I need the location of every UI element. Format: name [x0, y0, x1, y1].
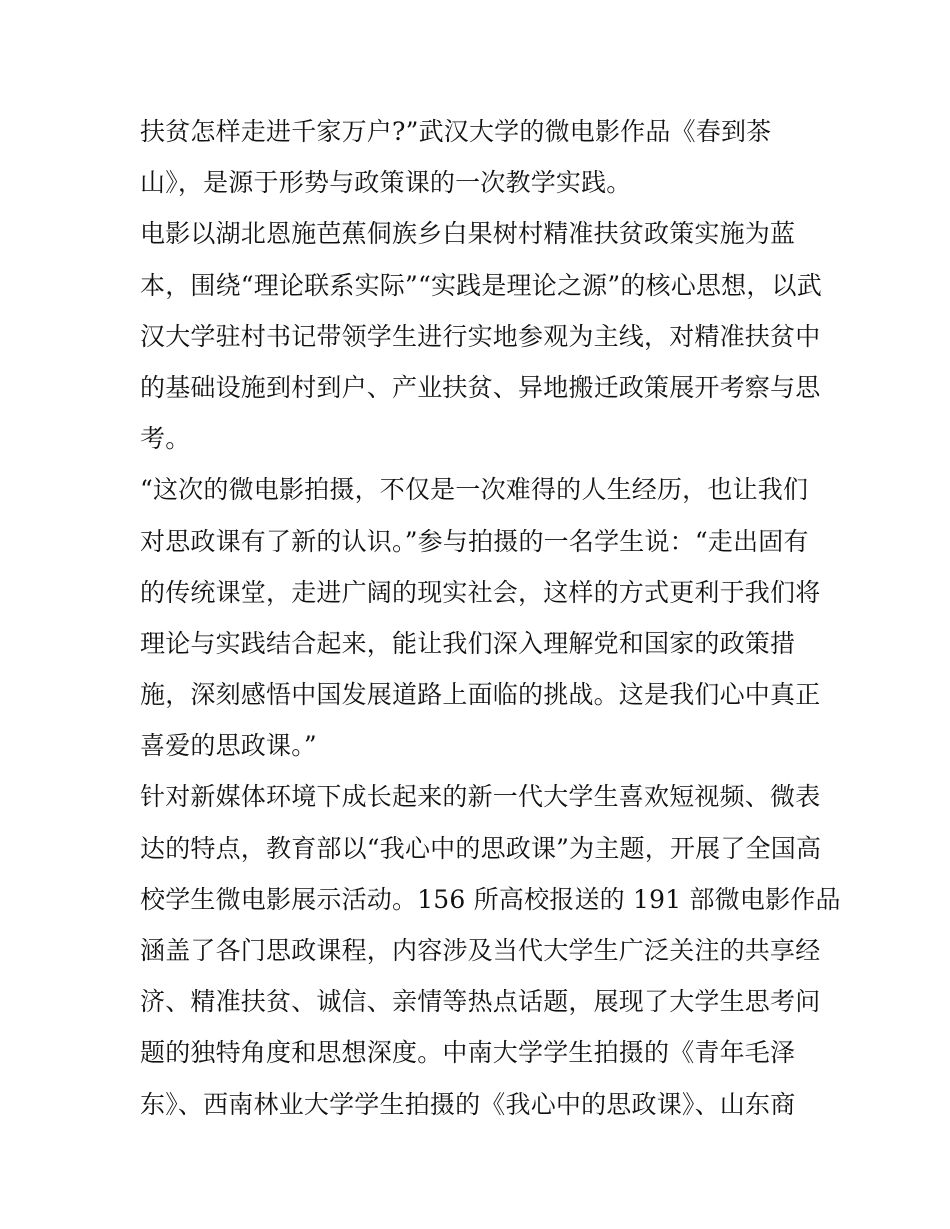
text-line: 的基础设施到村到户、产业扶贫、异地搬迁政策展开考察与思 [140, 372, 821, 402]
text-line: 东》、西南林业大学学生拍摄的《我心中的思政课》、山东商 [140, 1089, 796, 1119]
text-line: 的传统课堂，走进广阔的现实社会，这样的方式更利于我们将 [140, 577, 821, 607]
text-line: 对思政课有了新的认识。”参与拍摄的一名学生说：“走出固有 [140, 526, 809, 556]
text-line: “这次的微电影拍摄，不仅是一次难得的人生经历，也让我们 [140, 475, 809, 505]
text-line: 施，深刻感悟中国发展道路上面临的挑战。这是我们心中真正 [140, 680, 821, 710]
paragraph-1 [140, 106, 820, 208]
text-line: 校学生微电影展示活动。156 所高校报送的 191 部微电影作品 [140, 884, 841, 914]
text-line: 电影以湖北恩施芭蕉侗族乡白果树村精准扶贫政策实施为蓝 [140, 219, 796, 249]
text-line: 达的特点，教育部以“我心中的思政课”为主题，开展了全国高 [140, 833, 822, 863]
paragraph-4 [140, 771, 841, 1129]
text-line: 济、精准扶贫、诚信、亲情等热点话题，展现了大学生思考问 [140, 987, 821, 1017]
text-line: 题的独特角度和思想深度。中南大学学生拍摄的《青年毛泽 [140, 1038, 796, 1068]
text-line: 扶贫怎样走进千家万户?”武汉大学的微电影作品《春到茶 [140, 117, 772, 146]
text-line: 考。 [140, 424, 191, 454]
text-line: 山》，是源于形势与政策课的一次教学实践。 [140, 168, 632, 198]
text-line: 本，围绕“理论联系实际”“实践是理论之源”的核心思想，以武 [140, 270, 822, 300]
text-line: 涵盖了各门思政课程，内容涉及当代大学生广泛关注的共享经 [140, 936, 821, 965]
text-line: 汉大学驻村书记带领学生进行实地参观为主线，对精准扶贫中 [140, 321, 821, 351]
text-line: 理论与实践结合起来，能让我们深入理解党和国家的政策措 [140, 628, 796, 658]
article-body [140, 106, 841, 1130]
paragraph-3 [140, 464, 820, 771]
text-line: 针对新媒体环境下成长起来的新一代大学生喜欢短视频、微表 [140, 782, 821, 812]
text-line: 喜爱的思政课。” [140, 731, 317, 761]
paragraph-2 [140, 208, 820, 464]
